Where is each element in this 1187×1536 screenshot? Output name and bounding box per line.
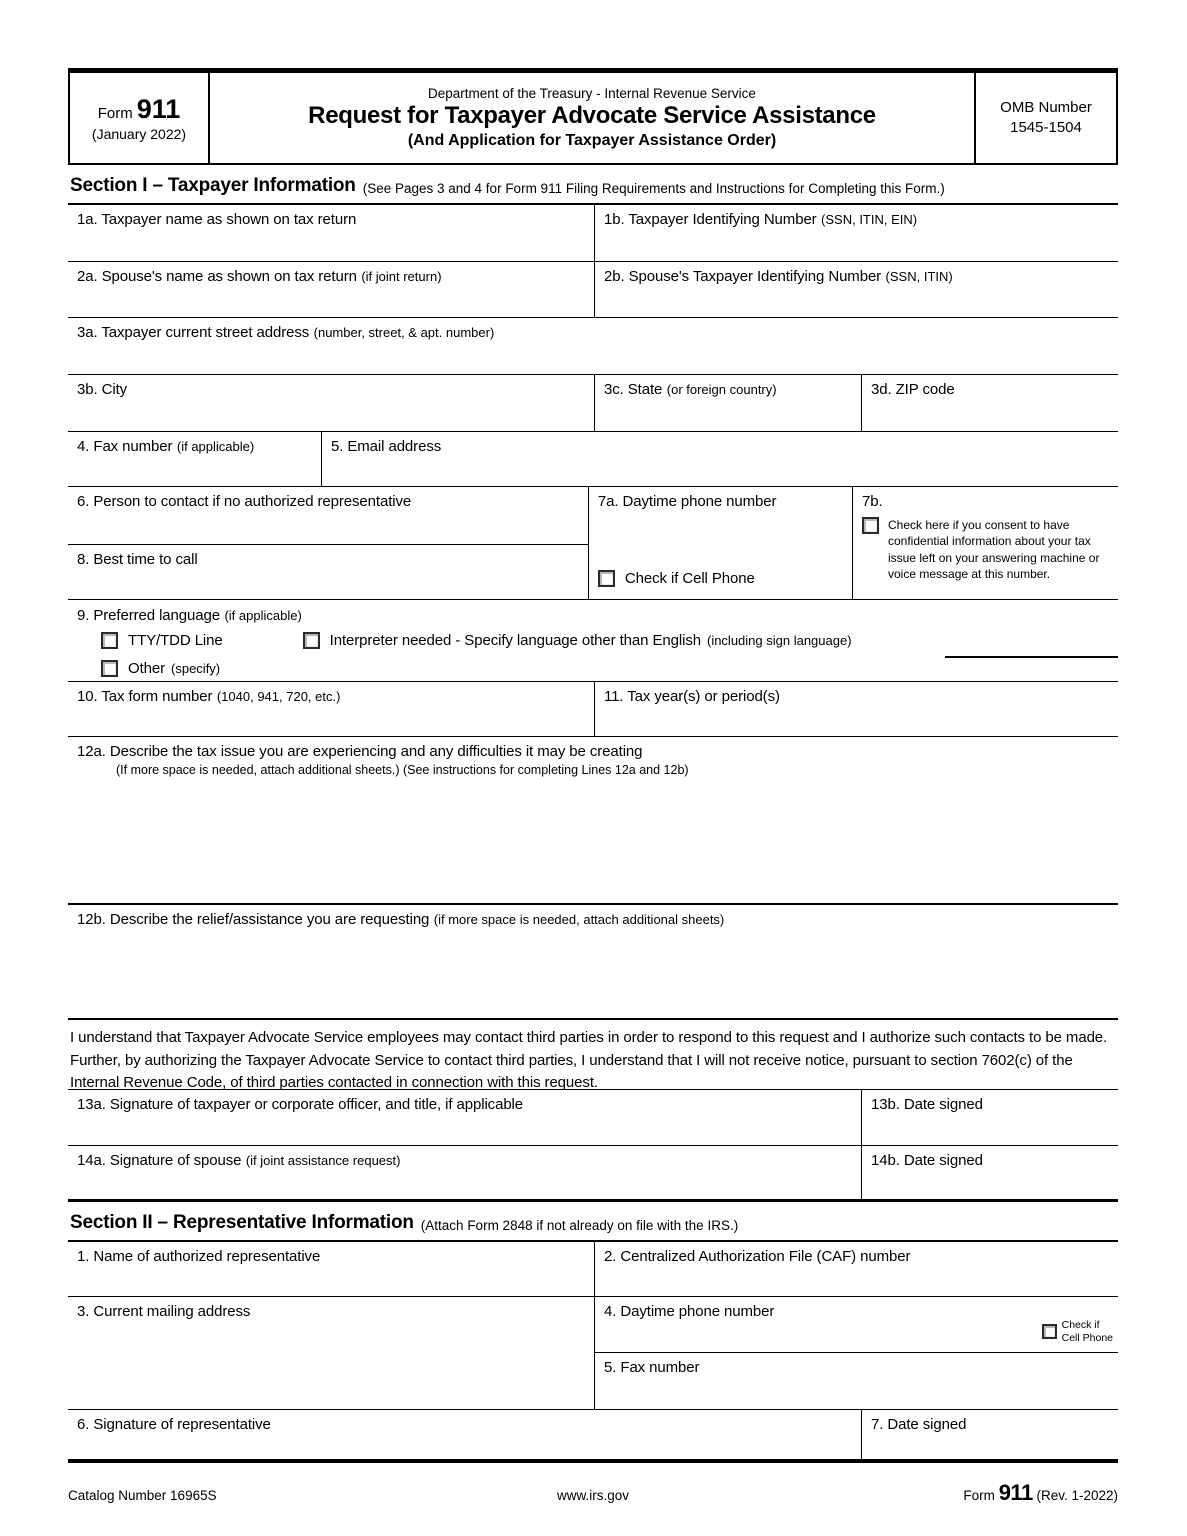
- field-3c-label: 3c. State: [604, 381, 663, 398]
- section1-heading: [68, 165, 1118, 205]
- col-6-8: [68, 487, 589, 599]
- field-12b[interactable]: [68, 905, 1118, 1018]
- row-1: [68, 205, 1118, 262]
- form-word: Form: [97, 105, 133, 122]
- field-14b[interactable]: [862, 1146, 1118, 1199]
- field-8-label: 8. Best time to call: [77, 551, 198, 568]
- field-9: [77, 607, 302, 625]
- other-language-note: (specify): [171, 661, 221, 676]
- field-11[interactable]: [595, 682, 1118, 736]
- field-3a-label: 3a. Taxpayer current street address: [77, 324, 310, 341]
- field-2a-label: 2a. Spouse's name as shown on tax return: [77, 268, 357, 285]
- rep-row-3-4-5: [68, 1297, 1118, 1410]
- rep-field-2-label: 2. Centralized Authorization File (CAF) number: [604, 1248, 911, 1265]
- rep-field-7[interactable]: [862, 1410, 1118, 1459]
- field-1a-label: 1a. Taxpayer name as shown on tax return: [77, 211, 357, 228]
- rep-field-2[interactable]: [595, 1242, 1118, 1296]
- field-7a[interactable]: [589, 487, 853, 599]
- rep-field-5[interactable]: [595, 1353, 1118, 1409]
- field-5[interactable]: [322, 432, 1118, 486]
- rep-field-3-label: 3. Current mailing address: [77, 1303, 251, 1320]
- form-subtitle: (And Application for Taxpayer Assistance Order): [407, 132, 777, 149]
- other-language-checkbox[interactable]: [101, 660, 118, 677]
- interpreter-label: Interpreter needed - Specify language other than English: [329, 632, 701, 649]
- row-3b: [68, 375, 1118, 432]
- interpreter-note: (including sign language): [706, 633, 852, 648]
- omb-number: 1545-1504: [1010, 119, 1082, 136]
- section2-note: (Attach Form 2848 if not already on file with the IRS.): [420, 1218, 739, 1233]
- section2-heading: [68, 1202, 1118, 1242]
- field-3a-note: (number, street, & apt. number): [313, 325, 495, 340]
- field-4-note: (if applicable): [176, 439, 255, 454]
- third-party-consent-text: I understand that Taxpayer Advocate Service employees may contact third parties in order to respond to this request and I authorize such contacts to be made. Further, by authorizing the Taxpayer Advocate Service to contact third parties, I understand that I will not receive notice, pursuant to section 7602(c) of the Internal Revenue Code, of third parties contacted in connection with this request.: [70, 1029, 1108, 1091]
- form-revision: (January 2022): [91, 126, 187, 142]
- row-9: [68, 600, 1118, 682]
- footer-form-number: 911: [998, 1480, 1033, 1505]
- rep-field-6[interactable]: [68, 1410, 862, 1459]
- section1-title: Section I – Taxpayer Information: [70, 175, 356, 196]
- form-title: Request for Taxpayer Advocate Service Assistance: [308, 102, 876, 129]
- field-10[interactable]: [68, 682, 595, 736]
- rep-field-4[interactable]: [595, 1297, 1118, 1353]
- consent-voicemail-label: Check here if you consent to have confidential information about your tax issue left on your answering machine or voice message at this number.: [888, 518, 1100, 582]
- third-party-consent: [68, 1020, 1118, 1090]
- field-13b[interactable]: [862, 1090, 1118, 1145]
- field-4-label: 4. Fax number: [77, 438, 173, 455]
- field-7b: [853, 487, 1118, 599]
- tty-tdd-label: TTY/TDD Line: [128, 632, 223, 649]
- field-4[interactable]: [68, 432, 322, 486]
- consent-voicemail-checkbox[interactable]: [862, 517, 879, 534]
- field-2b-note: (SSN, ITIN): [885, 269, 953, 284]
- field-2a-note: (if joint return): [361, 269, 442, 284]
- field-3b[interactable]: [68, 375, 595, 431]
- field-2a[interactable]: [68, 262, 595, 317]
- field-7b-label: 7b.: [862, 493, 883, 510]
- field-9-label: 9. Preferred language: [77, 607, 221, 624]
- other-language-label: Other: [128, 660, 166, 677]
- field-12a-note: (If more space is needed, attach additional sheets.) (See instructions for completing Lines 12a and 12b): [116, 763, 689, 777]
- field-14b-label: 14b. Date signed: [871, 1152, 983, 1169]
- rep-row-1-2: [68, 1242, 1118, 1297]
- row-14: [68, 1146, 1118, 1202]
- website: www.irs.gov: [556, 1488, 629, 1503]
- rep-field-1[interactable]: [68, 1242, 595, 1296]
- row-6-7: [68, 487, 1118, 600]
- page-footer: [68, 1480, 1118, 1506]
- omb-label: OMB Number: [1000, 98, 1092, 116]
- footer-form-id: [768, 1480, 1118, 1506]
- rep-cell-phone-checkbox[interactable]: [1042, 1324, 1057, 1339]
- rep-row-6-7: [68, 1410, 1118, 1463]
- row-9-line1: [101, 632, 852, 649]
- field-10-label: 10. Tax form number: [77, 688, 213, 705]
- rep-field-4-label: 4. Daytime phone number: [604, 1303, 775, 1320]
- rep-field-1-label: 1. Name of authorized representative: [77, 1248, 321, 1265]
- field-8[interactable]: [68, 545, 588, 599]
- field-1b-note: (SSN, ITIN, EIN): [821, 212, 918, 227]
- field-10-note: (1040, 941, 720, etc.): [216, 689, 341, 704]
- field-13a[interactable]: [68, 1090, 862, 1145]
- field-13a-label: 13a. Signature of taxpayer or corporate officer, and title, if applicable: [77, 1096, 524, 1113]
- row-4-5: [68, 432, 1118, 487]
- form-number: 911: [136, 94, 181, 124]
- field-3d-label: 3d. ZIP code: [871, 381, 955, 398]
- rep-field-5-label: 5. Fax number: [604, 1359, 700, 1376]
- field-7a-label: 7a. Daytime phone number: [597, 493, 777, 510]
- field-12b-label: 12b. Describe the relief/assistance you are requesting: [77, 911, 430, 928]
- field-11-label: 11. Tax year(s) or period(s): [604, 688, 780, 705]
- rep-field-7-label: 7. Date signed: [871, 1416, 967, 1433]
- field-14a-note: (if joint assistance request): [245, 1153, 401, 1168]
- field-9-note: (if applicable): [224, 608, 302, 623]
- field-3c[interactable]: [595, 375, 862, 431]
- form-title-block: [210, 73, 976, 163]
- field-6[interactable]: [68, 487, 588, 545]
- field-2b[interactable]: [595, 262, 1118, 317]
- form-header: [68, 68, 1118, 165]
- field-1a[interactable]: [68, 205, 595, 261]
- field-6-label: 6. Person to contact if no authorized representative: [77, 493, 412, 510]
- field-12a[interactable]: [68, 737, 1118, 903]
- field-2b-label: 2b. Spouse's Taxpayer Identifying Number: [604, 268, 882, 285]
- rep-cell-phone-label: Check if Cell Phone: [1061, 1318, 1113, 1344]
- row-13: [68, 1090, 1118, 1146]
- field-14a[interactable]: [68, 1146, 862, 1199]
- cell-phone-checkbox-label: Check if Cell Phone: [624, 570, 755, 587]
- agency-line: Department of the Treasury - Internal Revenue Service: [428, 86, 756, 101]
- tty-tdd-checkbox[interactable]: [101, 632, 118, 649]
- row-12a: [68, 737, 1118, 905]
- section2-title: Section II – Representative Information: [70, 1212, 414, 1233]
- row-2: [68, 262, 1118, 318]
- omb-block: [976, 73, 1116, 163]
- language-fill-line[interactable]: [945, 656, 1118, 658]
- field-3d[interactable]: [862, 375, 1118, 431]
- field-3b-label: 3b. City: [77, 381, 128, 398]
- field-12a-label: 12a. Describe the tax issue you are experiencing and any difficulties it may be creating: [77, 743, 643, 760]
- catalog-number: Catalog Number 16965S: [68, 1488, 217, 1503]
- rep-col-4-5: [595, 1297, 1118, 1409]
- field-14a-label: 14a. Signature of spouse: [77, 1152, 242, 1169]
- rep-cell-phone-check: [1042, 1319, 1113, 1345]
- field-12b-note: (if more space is needed, attach additional sheets): [433, 912, 725, 927]
- field-3c-note: (or foreign country): [666, 382, 777, 397]
- row-9-line2: [101, 660, 220, 677]
- row-12b: [68, 905, 1118, 1020]
- field-13b-label: 13b. Date signed: [871, 1096, 983, 1113]
- row-3a: [68, 318, 1118, 375]
- cell-phone-checkbox[interactable]: [598, 570, 615, 587]
- field-1b[interactable]: [595, 205, 1118, 261]
- field-5-label: 5. Email address: [331, 438, 442, 455]
- rep-field-3[interactable]: [68, 1297, 595, 1409]
- row-10-11: [68, 682, 1118, 737]
- rep-field-6-label: 6. Signature of representative: [77, 1416, 271, 1433]
- interpreter-checkbox[interactable]: [303, 632, 320, 649]
- field-1b-label: 1b. Taxpayer Identifying Number: [604, 211, 817, 228]
- form-number-block: [70, 73, 210, 163]
- footer-form-revision: (Rev. 1-2022): [1036, 1488, 1118, 1503]
- field-3a[interactable]: [68, 318, 1118, 374]
- footer-form-word: Form: [963, 1488, 995, 1503]
- section1-note: (See Pages 3 and 4 for Form 911 Filing Requirements and Instructions for Completing this Form.): [362, 181, 945, 196]
